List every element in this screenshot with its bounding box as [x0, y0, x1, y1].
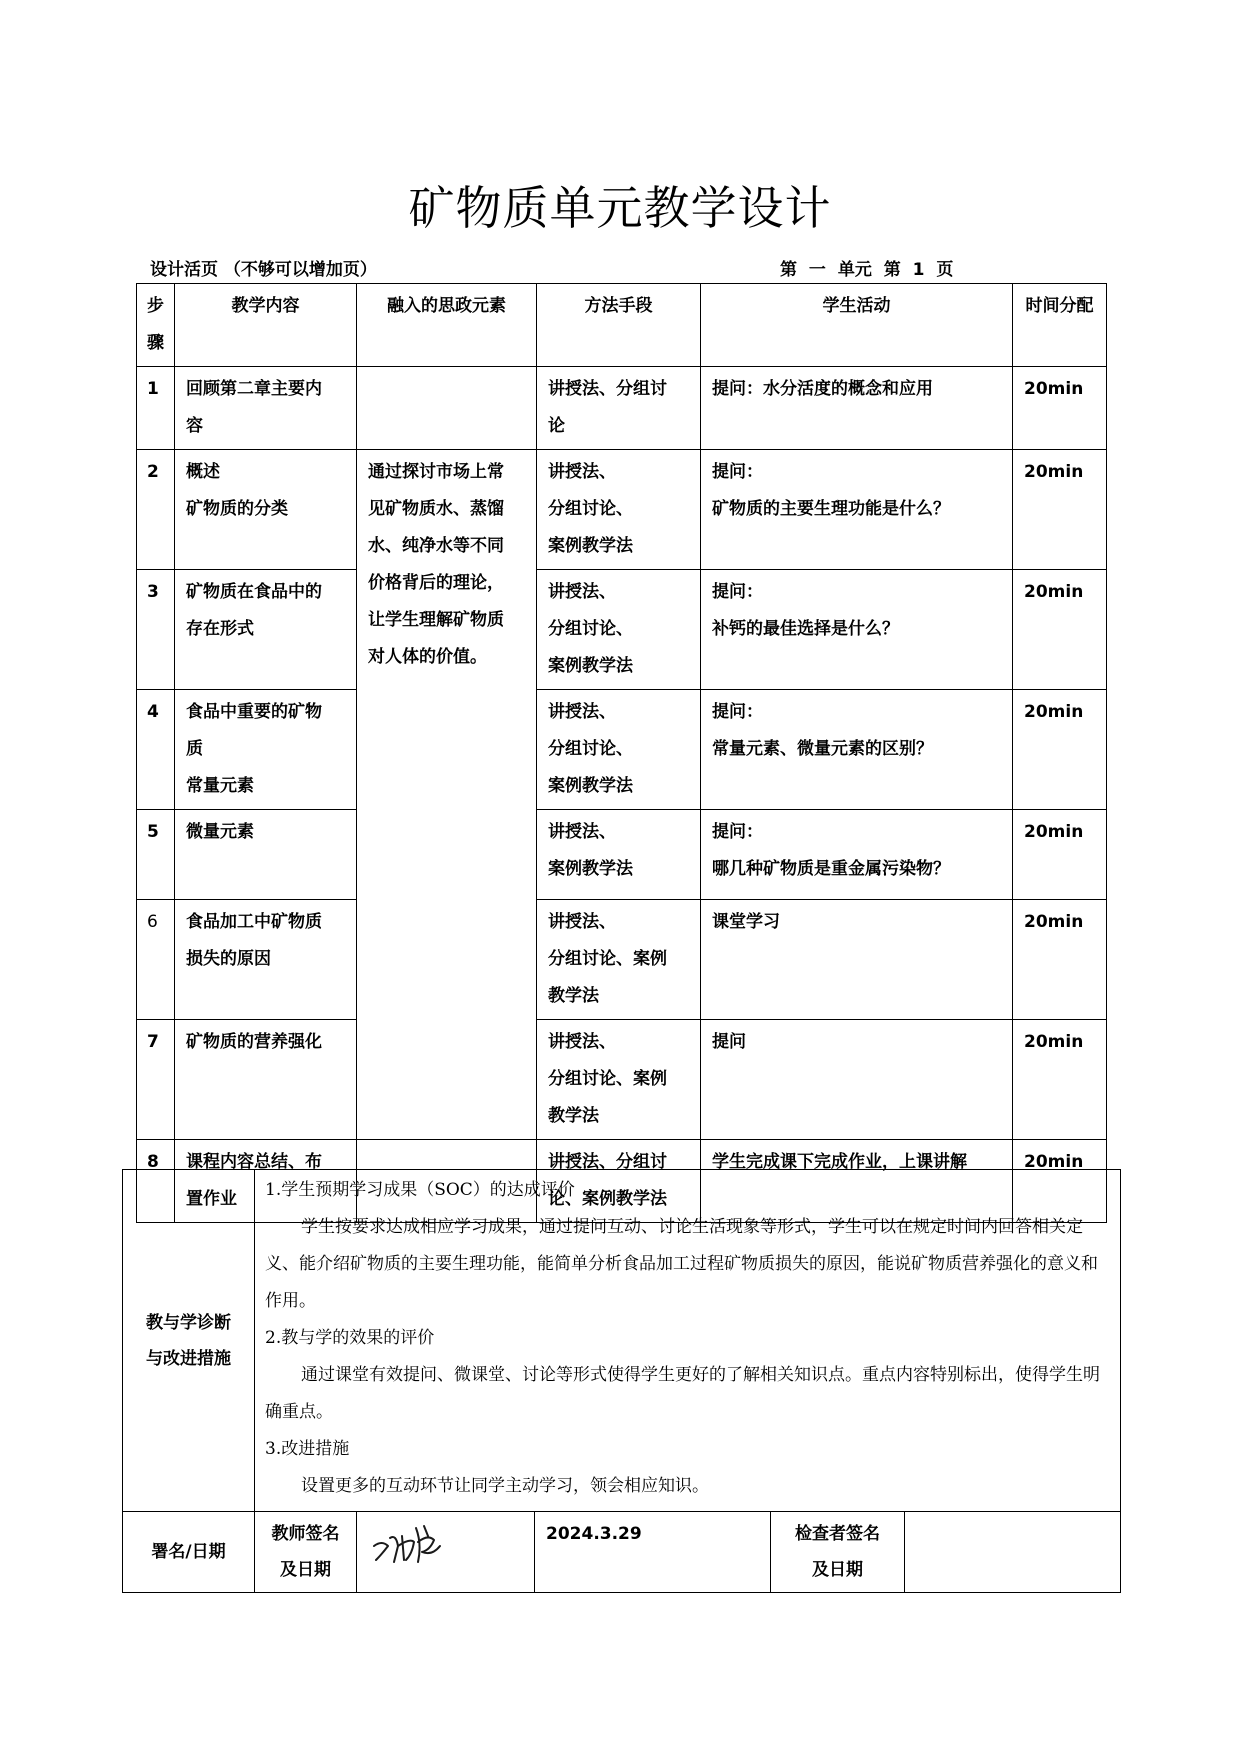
- ideology-cell-merged: 通过探讨市场上常 见矿物质水、蒸馏 水、纯净水等不同 价格背后的理论， 让学生理解矿物质 对人体的价值。: [357, 450, 537, 1140]
- content-cell: 矿物质的营养强化: [175, 1020, 357, 1140]
- method-cell: 讲授法、 分组讨论、 案例教学法: [537, 570, 701, 690]
- table-row: [137, 900, 1107, 1020]
- activity-cell: 课堂学习: [701, 900, 1013, 1020]
- activity-cell: 提问： 补钙的最佳选择是什么？: [701, 570, 1013, 690]
- step-cell: 3: [137, 570, 175, 690]
- table-row: [137, 450, 1107, 570]
- time-cell: 20min: [1013, 367, 1107, 450]
- header-content: 教学内容: [175, 284, 357, 367]
- step-cell: 7: [137, 1020, 175, 1140]
- method-cell: 讲授法、 分组讨论、案例 教学法: [537, 1020, 701, 1140]
- step-cell: 8: [137, 1140, 175, 1223]
- signature-date: 2024.3.29: [535, 1512, 771, 1593]
- step-cell: 6: [137, 900, 175, 1020]
- subtitle-right: 第 一 单元 第 1 页: [780, 260, 954, 280]
- activity-cell: 提问： 矿物质的主要生理功能是什么？: [701, 450, 1013, 570]
- step-cell: 5: [137, 810, 175, 900]
- table-row: [137, 690, 1107, 810]
- improvement-title: 3.改进措施: [265, 1439, 350, 1459]
- table-row: [137, 570, 1107, 690]
- improvement-body: 设置更多的互动环节让同学主动学习，领会相应知识。: [301, 1476, 709, 1496]
- method-cell: 讲授法、 案例教学法: [537, 810, 701, 900]
- method-cell: 讲授法、 分组讨论、 案例教学法: [537, 450, 701, 570]
- checker-signature-label: 检查者签名 及日期: [771, 1512, 905, 1593]
- header-activity: 学生活动: [701, 284, 1013, 367]
- teacher-signature-label: 教师签名 及日期: [255, 1512, 357, 1593]
- soc-evaluation-title: 1.学生预期学习成果（SOC）的达成评价: [265, 1180, 575, 1200]
- content-cell: 课程内容总结、布 置作业: [175, 1140, 357, 1223]
- method-cell: 讲授法、分组讨 论、案例教学法: [537, 1140, 701, 1223]
- time-cell: 20min: [1013, 450, 1107, 570]
- activity-cell: 提问： 常量元素、微量元素的区别？: [701, 690, 1013, 810]
- time-cell: 20min: [1013, 690, 1107, 810]
- table-row: [137, 367, 1107, 450]
- table-row: [137, 1020, 1107, 1140]
- step-cell: 4: [137, 690, 175, 810]
- activity-cell: 学生完成课下完成作业，上课讲解: [701, 1140, 1013, 1223]
- step-cell: 1: [137, 367, 175, 450]
- checker-signature: [905, 1512, 1121, 1593]
- header-method: 方法手段: [537, 284, 701, 367]
- method-cell: 讲授法、 分组讨论、 案例教学法: [537, 690, 701, 810]
- document-title: 矿物质单元教学设计: [408, 181, 832, 235]
- subtitle-left: 设计活页 （不够可以增加页）: [150, 260, 377, 280]
- diagnosis-row: [123, 1170, 1121, 1512]
- time-cell: 20min: [1013, 900, 1107, 1020]
- table-row: [137, 810, 1107, 900]
- content-cell: 食品加工中矿物质 损失的原因: [175, 900, 357, 1020]
- content-cell: 回顾第二章主要内 容: [175, 367, 357, 450]
- method-cell: 讲授法、 分组讨论、案例 教学法: [537, 900, 701, 1020]
- activity-cell: 提问: [701, 1020, 1013, 1140]
- activity-cell: 提问：水分活度的概念和应用: [701, 367, 1013, 450]
- activity-cell: 提问： 哪几种矿物质是重金属污染物？: [701, 810, 1013, 900]
- diagnosis-label: 教与学诊断 与改进措施: [123, 1170, 255, 1512]
- header-step: 步 骤: [137, 284, 175, 367]
- ideology-cell: [357, 367, 537, 450]
- content-cell: 微量元素: [175, 810, 357, 900]
- handwritten-signature-icon: [368, 1516, 448, 1572]
- header-time: 时间分配: [1013, 284, 1107, 367]
- diagnosis-table: [122, 1169, 1121, 1593]
- lesson-plan-table: [136, 283, 1107, 1223]
- time-cell: 20min: [1013, 1020, 1107, 1140]
- time-cell: 20min: [1013, 570, 1107, 690]
- header-ideology: 融入的思政元素: [357, 284, 537, 367]
- signature-row: [123, 1512, 1121, 1593]
- soc-evaluation-body: 学生按要求达成相应学习成果，通过提问互动、讨论生活现象等形式，学生可以在规定时间内回答相关定义、能介绍矿物质的主要生理功能，能简单分析食品加工过程矿物质损失的原因，能说矿物质营养强化的意义和作用。: [265, 1217, 1098, 1311]
- time-cell: 20min: [1013, 1140, 1107, 1223]
- content-cell: 概述 矿物质的分类: [175, 450, 357, 570]
- content-cell: 矿物质在食品中的 存在形式: [175, 570, 357, 690]
- effect-evaluation-title: 2.教与学的效果的评价: [265, 1328, 435, 1348]
- signature-label: 署名/日期: [123, 1512, 255, 1593]
- content-cell: 食品中重要的矿物 质 常量元素: [175, 690, 357, 810]
- table-header-row: [137, 284, 1107, 367]
- teacher-signature: [357, 1512, 535, 1593]
- effect-evaluation-body: 通过课堂有效提问、微课堂、讨论等形式使得学生更好的了解相关知识点。重点内容特别标出，使得学生明确重点。: [265, 1365, 1100, 1422]
- diagnosis-content: [255, 1170, 1121, 1512]
- method-cell: 讲授法、分组讨 论: [537, 367, 701, 450]
- time-cell: 20min: [1013, 810, 1107, 900]
- step-cell: 2: [137, 450, 175, 570]
